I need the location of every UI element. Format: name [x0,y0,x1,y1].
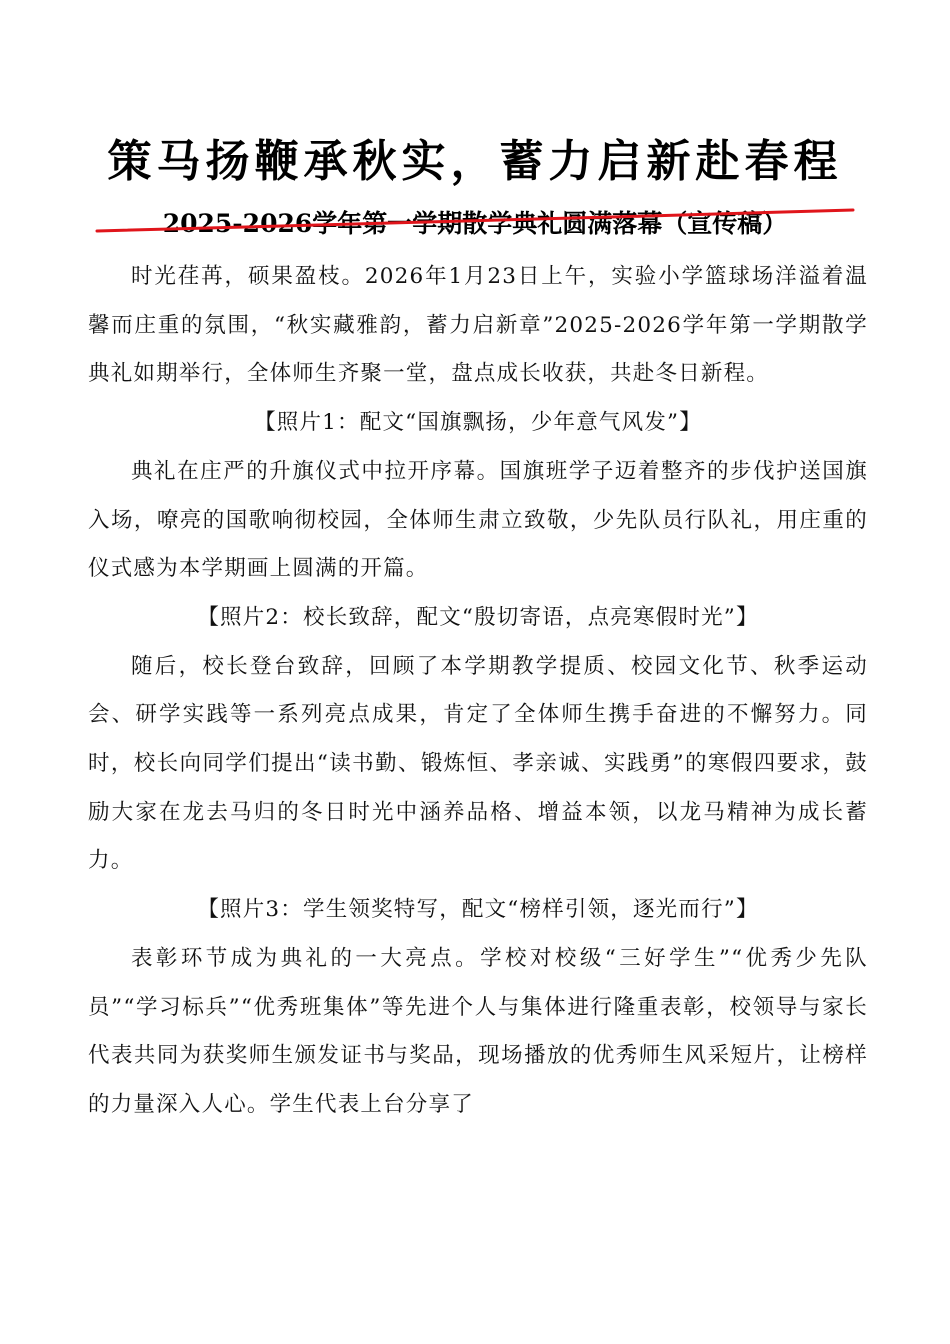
subtitle-block [0,204,950,248]
body-paragraph: 随后，校长登台致辞，回顾了本学期教学提质、校园文化节、秋季运动会、研学实践等一系列亮点成果，肯定了全体师生携手奋进的不懈努力。同时，校长向同学们提出“读书勤、锻炼恒、孝亲诚、实践勇”的寒假四要求，鼓励大家在龙去马归的冬日时光中涵养品格、增益本领，以龙马精神为成长蓄力。 [88,653,868,874]
body-paragraph: 表彰环节成为典礼的一大亮点。学校对校级“三好学生”“优秀少先队员”“学习标兵”“优秀班集体”等先进个人与集体进行隆重表彰，校领导与家长代表共同为获奖师生颁发证书与奖品，现场播放的优秀师生风采短片，让榜样的力量深入人心。学生代表上台分享了 [88,945,868,1117]
photo-caption: 【照片1：配文“国旗飘扬，少年意气风发”】 [254,410,702,436]
red-strikethrough-line [95,204,855,244]
photo-caption: 【照片3：学生领奖特写，配文“榜样引领，逐光而行”】 [197,897,759,923]
body-paragraph: 时光荏苒，硕果盈枝。2026年1月23日上午，实验小学篮球场洋溢着温馨而庄重的氛围，“秋实藏雅韵，蓄力启新章”2025-2026学年第一学期散学典礼如期举行，全体师生齐聚一堂，盘点成长收获，共赴冬日新程。 [88,264,868,387]
document-title: 策马扬鞭承秋实，蓄力启新赴春程 [107,136,843,187]
body-paragraph: 典礼在庄严的升旗仪式中拉开序幕。国旗班学子迈着整齐的步伐护送国旗入场，嘹亮的国歌响彻校园，全体师生肃立致敬，少先队员行队礼，用庄重的仪式感为本学期画上圆满的开篇。 [88,458,868,582]
document-subtitle: 2025-2026学年第一学期散学典礼圆满落幕（宣传稿） [162,209,788,238]
photo-caption: 【照片2：校长致辞，配文“殷切寄语，点亮寒假时光”】 [197,604,759,630]
document-body [88,253,868,1130]
